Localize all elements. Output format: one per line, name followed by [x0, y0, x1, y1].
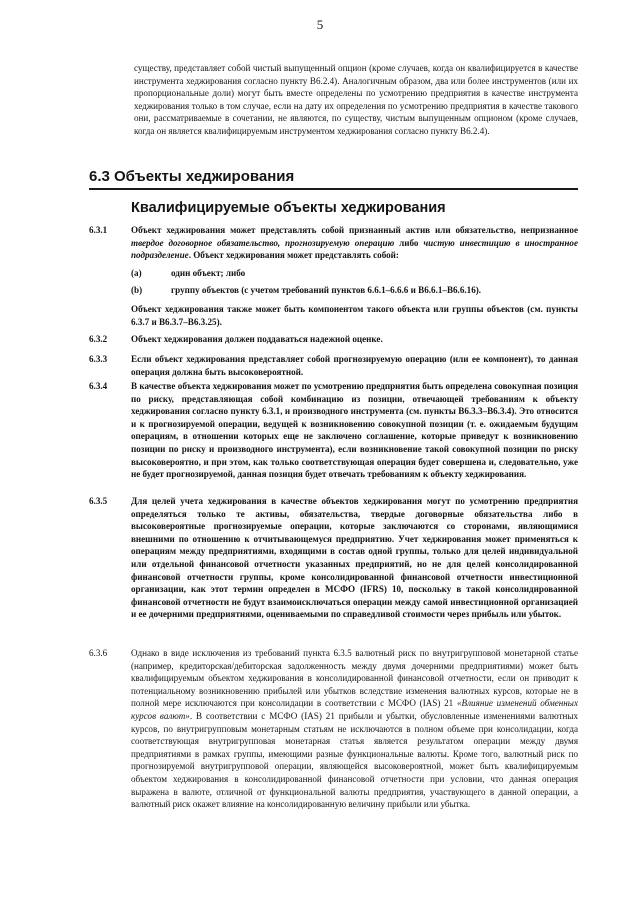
list-item-text: один объект; либо	[171, 267, 246, 278]
paragraph-text: либо	[394, 237, 424, 248]
defined-term: твердое договорное обязательство, прогнозируемую операцию	[131, 237, 395, 248]
paragraph-body	[131, 647, 578, 811]
list-item-text: группу объектов (с учетом требований пунктов 6.6.1–6.6.6 и B6.6.1–B6.6.16).	[171, 285, 482, 296]
paragraph-text: Объект хеджирования должен поддаваться надежной оценке.	[131, 334, 383, 344]
paragraph-number: 6.3.5	[89, 496, 108, 506]
paragraph-text: Объект хеджирования может представлять собой признанный актив или обязательство, непризнанное	[131, 225, 578, 235]
paragraph-6-3-2	[89, 333, 578, 346]
list-item	[131, 284, 578, 297]
paragraph-text: В качестве объекта хеджирования может по усмотрению предприятия быть определена совокупная позиция по риску, представляющая собой комбинацию из позиции, отвечающей требованиям к объекту хеджирования согласно пункту 6.3.1, и производного инструмента (см. пункты B6.3.3–B6.3.4). Это относится и к прогнозируемой операции, ведущей к возникновению совокупной позиции (т. е. ожидаемым будущим операциям, в отношении которых еще не заключено соглашение, которые приведут к возникновению позиции по риску и производного инструмента), если возникновение такой совокупной позиции по риску высоковероятно, и при этом, как только соответствующая операция будет совершена и, следовательно, уже не будет прогнозируемой, данная позиция будет отвечать требованиям к объекту хеджирования.	[131, 381, 578, 480]
paragraph-6-3-3	[89, 353, 578, 378]
paragraph-number: 6.3.4	[89, 381, 108, 391]
standard-title: «Влияние изменений обменных курсов валют»	[131, 698, 578, 721]
paragraph-text: Если объект хеджирования представляет собой прогнозируемую операцию (или ее компонент), то данная операция должна быть высоковероятной.	[131, 354, 578, 377]
paragraph-text: . В соответствии с МСФО (IAS) 21 прибыли и убытки, обусловленные изменениями валютных курсов, по внутригрупповым монетарным статьям не исключаются в полном объеме при консолидации, когда соответствующая внутригрупповая монетарная статья является результатом операции между двумя предприятиями в рамках группы, имеющими разные функциональные валюты. Кроме того, валютный риск по прогнозируемой внутригрупповой операции, являющейся высоковероятной, может быть квалифицируемым объектом хеджирования в консолидированной финансовой отчетности при условии, что данная операция выражена в валюте, отличной от функциональной валюты предприятия, участвующего в данной операции, а валютный риск окажет влияние на консолидированную величину прибыли или убытка.	[131, 710, 578, 810]
paragraph-number: 6.3.6	[89, 648, 108, 658]
defined-term: чистую инвестицию в иностранное подразделение	[131, 237, 578, 261]
paragraph-number: 6.3.1	[89, 225, 108, 235]
list-item-label: (b)	[131, 285, 143, 296]
list-item-label: (a)	[131, 267, 142, 278]
paragraph-number: 6.3.2	[89, 334, 108, 344]
paragraph-6-3-6	[89, 647, 578, 811]
paragraph-continuation: Объект хеджирования также может быть компонентом такого объекта или группы объектов (см. пункты 6.3.7 и B6.3.7–B6.3.25).	[131, 303, 578, 327]
list-item	[131, 267, 578, 280]
paragraph-number: 6.3.3	[89, 354, 108, 364]
paragraph-text: . Объект хеджирования может представлять собой:	[188, 250, 399, 261]
paragraph-text: Однако в виде исключения из требований пункта 6.3.5 валютный риск по внутригрупповой монетарной статье (например, кредиторская/дебиторская задолженность между двумя дочерними предприятиями) может быть квалифицируемым объектом хеджирования в консолидированной финансовой отчетности, если он приводит к потенциальному возникновению прибылей или убытков вследствие изменения валютных курсов, которые не в полной мере исключаются при консолидации в соответствии с МСФО (IAS) 21	[131, 648, 578, 709]
page-number: 5	[316, 17, 324, 32]
paragraph-text: Для целей учета хеджирования в качестве объектов хеджирования могут по усмотрению предприятия определяться только те активы, обязательства, твердые договорные обязательства либо в высоковероятные прогнозируемые операции, которые заключаются со сторонами, являющимися внешними по отношению к отчитывающемуся предприятию. Учет хеджирования может применяться к операциям между предприятиями, входящими в состав одной группы, только для целей индивидуальной или отдельной финансовой отчетности указанных предприятий, но не для целей консолидированной финансовой отчетности группы, кроме консолидированной финансовой отчетности инвестиционной организации, как этот термин определен в МСФО (IFRS) 10, поскольку в такой консолидированной финансовой отчетности не будут взаимоисключаться операции между самой инвестиционной организацией и ее дочерними предприятиями, оцениваемыми по справедливой стоимости через прибыль или убыток.	[131, 496, 578, 620]
intro-paragraph: существу, представляет собой чистый выпущенный опцион (кроме случаев, когда он квалифицируется в качестве инструмента хеджирования согласно пункту B6.2.4). Аналогичным образом, два или более инструментов (или их пропорциональные доли) могут быть вместе определены по усмотрению предприятия в качестве инструмента хеджирования только в том случае, если на дату их определения по усмотрению предприятия в качестве такового они, рассматриваемые в сочетании, не являются, по существу, чистым выпущенным опционом (кроме случаев, когда он является квалифицируемым инструментом хеджирования согласно пункту B6.2.4).	[134, 63, 578, 136]
paragraph-6-3-4	[89, 380, 578, 481]
sub-heading: Квалифицируемые объекты хеджирования	[131, 200, 446, 216]
paragraph-6-3-5	[89, 495, 578, 621]
paragraph-6-3-1	[89, 224, 578, 328]
section-heading: 6.3 Объекты хеджирования	[89, 168, 578, 190]
paragraph-body	[131, 224, 578, 328]
